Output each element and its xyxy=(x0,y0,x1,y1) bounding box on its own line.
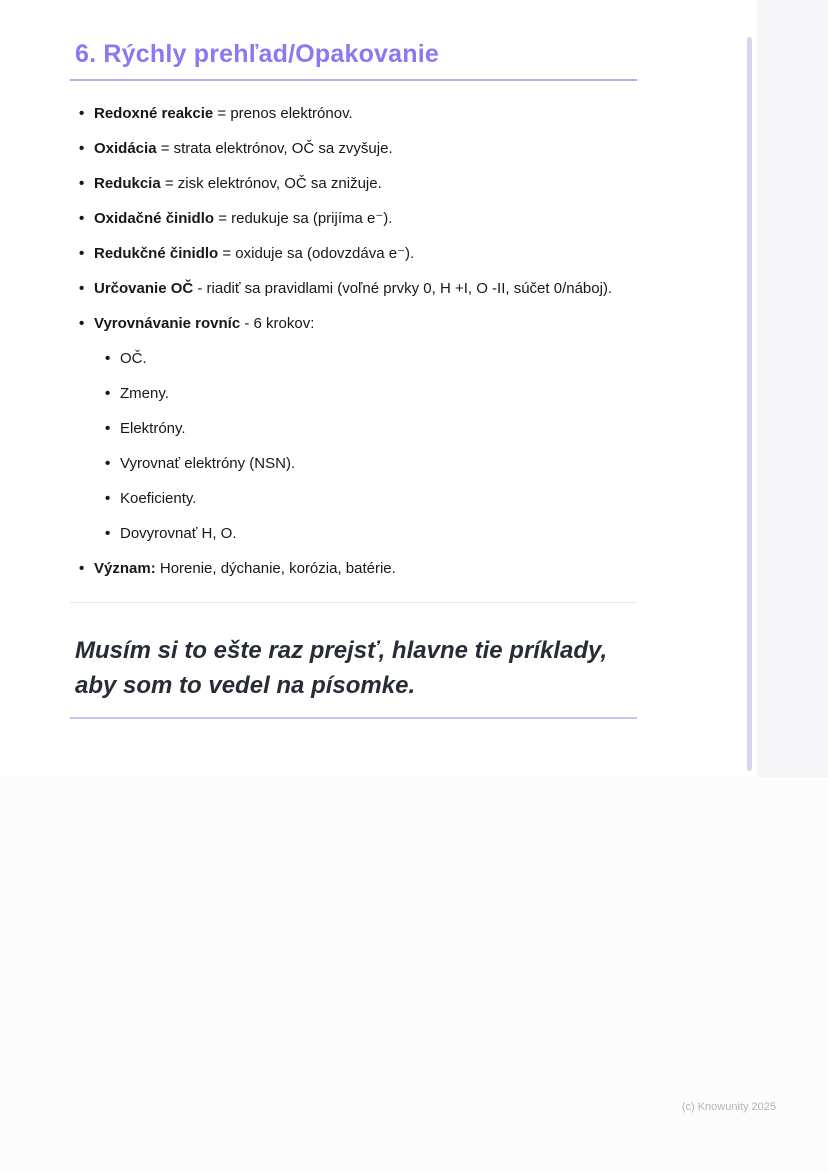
list-item-term: Redoxné reakcie xyxy=(94,105,214,122)
list-item-text: = zisk elektrónov, OČ sa znižuje. xyxy=(160,175,382,192)
list-item-text: = prenos elektrónov. xyxy=(213,105,353,122)
summary-list xyxy=(70,103,637,580)
list-item xyxy=(94,313,637,545)
list-item-term: Oxidačné činidlo xyxy=(94,210,215,227)
title-divider xyxy=(70,79,637,81)
list-item-term: Oxidácia xyxy=(94,140,157,157)
list-item xyxy=(94,558,637,580)
page-content xyxy=(70,40,637,719)
section-title: 6. Rýchly prehľad/Opakovanie xyxy=(75,40,439,68)
sublist-item xyxy=(120,453,637,475)
list-item-text: Horenie, dýchanie, korózia, batérie. xyxy=(155,560,396,577)
sublist-item-text: Dovyrovnať H, O. xyxy=(120,525,237,542)
sublist-item xyxy=(120,488,637,510)
list-item-term: Vyrovnávanie rovníc xyxy=(94,315,241,332)
sublist-item-text: Vyrovnať elektróny (NSN). xyxy=(120,455,296,472)
sublist-item-text: OČ. xyxy=(120,350,147,367)
sublist-item xyxy=(120,348,637,370)
footer-credit: (c) Knowunity 2025 xyxy=(681,1101,776,1113)
list-item xyxy=(94,138,637,160)
list-item-term: Redukčné činidlo xyxy=(94,245,219,262)
list-item xyxy=(94,103,637,125)
closing-note: Musím si to ešte raz prejsť, hlavne tie príklady, aby som to vedel na písomke. xyxy=(75,637,608,699)
list-item-text: = oxiduje sa (odovzdáva e⁻). xyxy=(218,245,415,262)
list-item-term: Redukcia xyxy=(94,175,161,192)
list-item-text: = strata elektrónov, OČ sa zvyšuje. xyxy=(156,140,393,157)
list-item-text: = redukuje sa (prijíma e⁻). xyxy=(214,210,393,227)
sublist-item-text: Elektróny. xyxy=(120,420,186,437)
list-item xyxy=(94,173,637,195)
sublist-item xyxy=(120,418,637,440)
list-item-text: - 6 krokov: xyxy=(240,315,315,332)
list-item-text: - riadiť sa pravidlami (voľné prvky 0, H +I, O -II, súčet 0/náboj). xyxy=(193,280,613,297)
closing-note-divider xyxy=(70,717,637,719)
list-item xyxy=(94,243,637,265)
scrollbar-thumb[interactable] xyxy=(747,37,752,771)
sublist-item-text: Koeficienty. xyxy=(120,490,197,507)
section-divider xyxy=(70,602,637,603)
sublist-item xyxy=(120,523,637,545)
list-item xyxy=(94,208,637,230)
sublist-item xyxy=(120,383,637,405)
list-item-term: Určovanie OČ xyxy=(94,280,194,297)
list-item-term: Význam: xyxy=(94,560,156,577)
sublist-item-text: Zmeny. xyxy=(120,385,169,402)
list-item xyxy=(94,278,637,300)
steps-sublist xyxy=(94,348,637,545)
